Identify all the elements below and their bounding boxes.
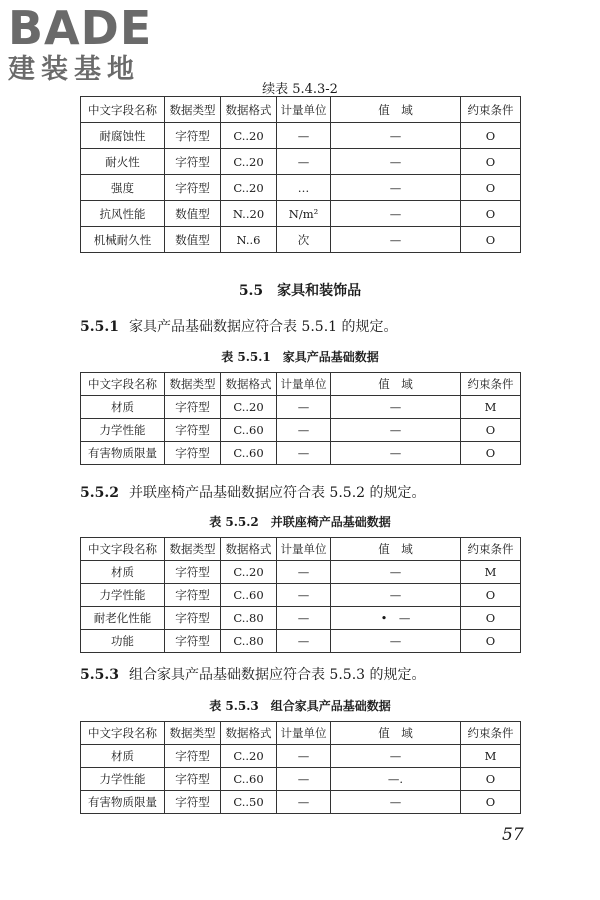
table-cell: C..60 [221,584,277,607]
table-cell: — [277,630,331,653]
page-number: 57 [502,825,524,845]
table-row [81,201,521,227]
table-cell: 字符型 [165,745,221,768]
logo-subtitle: 建装基地 [8,54,140,85]
table-cell: O [461,123,521,149]
table-cell: 字符型 [165,396,221,419]
table-cell: 字符型 [165,561,221,584]
column-header: 数据格式 [221,538,277,561]
table-cell: — [331,227,461,253]
table-row [81,149,521,175]
table-row [81,396,521,419]
table-5-5-3-caption: 表 5.5.3 组合家具产品基础数据 [209,699,391,713]
column-header: 数据格式 [221,722,277,745]
column-header: 数据类型 [165,97,221,123]
column-header: 约束条件 [461,722,521,745]
table-cell: … [277,175,331,201]
clause-text: 并联座椅产品基础数据应符合表 5.5.2 的规定。 [128,485,426,501]
table-cell: 功能 [81,630,165,653]
table-cell: — [331,396,461,419]
table-cell: M [461,396,521,419]
table-cell: O [461,768,521,791]
column-header: 计量单位 [277,373,331,396]
table-cell: — [277,745,331,768]
section-heading: 5.5 家具和装饰品 [238,283,362,299]
table-cell: 耐老化性能 [81,607,165,630]
table-row [81,227,521,253]
column-header: 约束条件 [461,97,521,123]
table-cell: 材质 [81,396,165,419]
table-cell: 耐火性 [81,149,165,175]
table-cell: — [277,396,331,419]
table-cell: 数值型 [165,201,221,227]
table-cell: O [461,227,521,253]
clause-number: 5.5.1 [80,319,119,335]
table-cell: C..20 [221,175,277,201]
table-cell: — [331,584,461,607]
table-cell: C..60 [221,419,277,442]
clause-number: 5.5.2 [80,485,119,501]
table-cell: C..80 [221,607,277,630]
table-cell: N..6 [221,227,277,253]
table-cell: — [277,149,331,175]
table-cell: O [461,149,521,175]
table-cell: O [461,791,521,814]
table-cell: — [331,791,461,814]
clause-text: 组合家具产品基础数据应符合表 5.5.3 的规定。 [128,667,426,683]
table-row [81,442,521,465]
table-cell: 字符型 [165,123,221,149]
table-cell: — [331,123,461,149]
table-cell: — [331,442,461,465]
table-row [81,419,521,442]
table-cell: C..20 [221,396,277,419]
table-cell: M [461,745,521,768]
column-header: 数据格式 [221,97,277,123]
table-row [81,791,521,814]
table-cell: — [277,791,331,814]
table-cont-caption: 续表 5.4.3-2 [262,82,338,97]
table-cell: — [277,768,331,791]
clause-number: 5.5.3 [80,667,119,683]
column-header: 数据格式 [221,373,277,396]
table-cell: O [461,419,521,442]
table-cell: 有害物质限量 [81,442,165,465]
table-cell: — [277,607,331,630]
table-5-5-1 [80,372,521,465]
table-row [81,607,521,630]
clause-text: 家具产品基础数据应符合表 5.5.1 的规定。 [128,319,398,335]
table-row [81,175,521,201]
table-cell: — [277,123,331,149]
table-cell: C..20 [221,123,277,149]
table-cell: 字符型 [165,791,221,814]
table-cell: — [331,745,461,768]
table-cell: — [277,442,331,465]
table-cell: C..50 [221,791,277,814]
table-5-5-2 [80,537,521,653]
table-cell: 次 [277,227,331,253]
table-header-row [81,722,521,745]
table-5-5-1-caption: 表 5.5.1 家具产品基础数据 [221,350,379,364]
table-cell: 抗风性能 [81,201,165,227]
table-row [81,745,521,768]
table-cell: — [331,201,461,227]
table-cell: — [331,175,461,201]
table-cell: —. [331,768,461,791]
table-row [81,584,521,607]
column-header: 值 域 [331,722,461,745]
table-row [81,630,521,653]
column-header: 计量单位 [277,722,331,745]
table-cell: 字符型 [165,768,221,791]
column-header: 计量单位 [277,538,331,561]
column-header: 中文字段名称 [81,373,165,396]
table-cell: 字符型 [165,630,221,653]
table-row [81,561,521,584]
table-cell: C..20 [221,561,277,584]
column-header: 中文字段名称 [81,722,165,745]
table-5-5-3 [80,721,521,814]
table-cell: 字符型 [165,442,221,465]
column-header: 值 域 [331,538,461,561]
table-cell: O [461,607,521,630]
table-cell: C..20 [221,149,277,175]
logo-wordmark: BADE [8,1,153,55]
column-header: 值 域 [331,373,461,396]
table-cell: M [461,561,521,584]
clause-5-5-2 [80,482,426,502]
table-cell: C..20 [221,745,277,768]
table-cell: 字符型 [165,149,221,175]
column-header: 数据类型 [165,538,221,561]
table-cell: — [331,561,461,584]
column-header: 数据类型 [165,373,221,396]
table-cell: 字符型 [165,419,221,442]
table-cell: 字符型 [165,175,221,201]
column-header: 中文字段名称 [81,538,165,561]
table-cell: 有害物质限量 [81,791,165,814]
table-header-row [81,538,521,561]
column-header: 计量单位 [277,97,331,123]
table-cell: — [331,419,461,442]
site-logo [8,2,178,86]
table-header-row [81,97,521,123]
table-cell: C..60 [221,442,277,465]
table-row [81,768,521,791]
clause-5-5-3 [80,664,426,684]
table-cell: • — [331,607,461,630]
table-cell: O [461,201,521,227]
table-header-row [81,373,521,396]
table-cell: O [461,442,521,465]
column-header: 值 域 [331,97,461,123]
table-cell: — [331,149,461,175]
table-cell: N/m² [277,201,331,227]
table-cell: 材质 [81,745,165,768]
clause-5-5-1 [80,316,398,336]
table-cell: 力学性能 [81,584,165,607]
table-cell: C..60 [221,768,277,791]
table-cell: O [461,630,521,653]
table-cell: 强度 [81,175,165,201]
table-cell: 力学性能 [81,419,165,442]
column-header: 数据类型 [165,722,221,745]
table-cell: O [461,175,521,201]
column-header: 约束条件 [461,373,521,396]
table-5-5-2-caption: 表 5.5.2 并联座椅产品基础数据 [209,515,391,529]
table-cell: — [277,584,331,607]
column-header: 约束条件 [461,538,521,561]
table-cell: 字符型 [165,584,221,607]
table-cell: 力学性能 [81,768,165,791]
table-cell: C..80 [221,630,277,653]
table-row [81,123,521,149]
column-header: 中文字段名称 [81,97,165,123]
table-cell: N..20 [221,201,277,227]
table-continued [80,96,521,253]
table-cell: — [331,630,461,653]
table-cell: 机械耐久性 [81,227,165,253]
table-cell: — [277,419,331,442]
table-cell: — [277,561,331,584]
table-cell: 材质 [81,561,165,584]
table-cell: O [461,584,521,607]
table-cell: 数值型 [165,227,221,253]
table-cell: 耐腐蚀性 [81,123,165,149]
table-cell: 字符型 [165,607,221,630]
